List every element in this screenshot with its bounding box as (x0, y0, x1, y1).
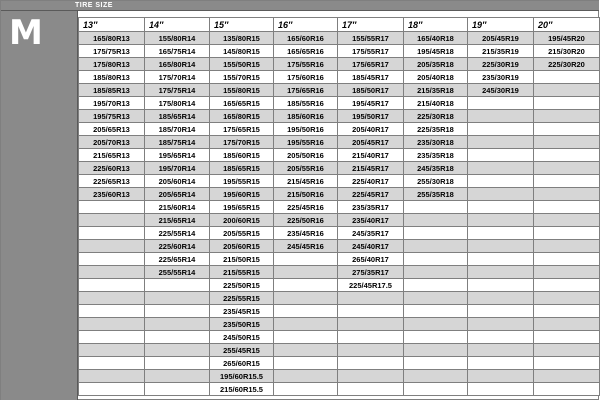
tire-size-cell: 245/30R19 (468, 84, 534, 97)
tire-size-cell (338, 331, 404, 344)
tire-size-cell (468, 123, 534, 136)
table-row (79, 123, 600, 136)
tire-size-cell (534, 344, 600, 357)
tire-size-cell: 235/30R18 (404, 136, 468, 149)
tire-size-cell: 175/55R16 (274, 58, 338, 71)
table-row (79, 136, 600, 149)
table-row (79, 97, 600, 110)
tire-size-cell (404, 240, 468, 253)
table-row (79, 162, 600, 175)
category-letter: M (9, 13, 43, 53)
tire-size-cell: 215/60R15.5 (210, 383, 274, 396)
tire-size-cell (338, 344, 404, 357)
tire-size-cell: 225/35R18 (404, 123, 468, 136)
tire-size-cell (468, 305, 534, 318)
tire-size-cell: 195/75R13 (79, 110, 145, 123)
tire-size-cell: 255/35R18 (404, 188, 468, 201)
tire-size-cell: 165/60R16 (274, 32, 338, 45)
tire-size-cell: 195/70R14 (145, 162, 210, 175)
tire-size-cell (274, 266, 338, 279)
tire-size-cell (145, 357, 210, 370)
tire-size-cell: 205/55R15 (210, 227, 274, 240)
tire-size-cell: 225/65R14 (145, 253, 210, 266)
tire-size-cell (145, 292, 210, 305)
tire-size-cell (468, 370, 534, 383)
tire-size-cell: 225/40R17 (338, 175, 404, 188)
tire-size-cell: 225/30R20 (534, 58, 600, 71)
tire-size-cell: 195/45R18 (404, 45, 468, 58)
tire-size-header-bar (1, 1, 599, 11)
tire-size-cell: 215/30R20 (534, 45, 600, 58)
tire-size-cell: 215/50R15 (210, 253, 274, 266)
tire-size-cell: 225/30R18 (404, 110, 468, 123)
tire-size-label: TIRE SIZE (75, 2, 113, 9)
tire-size-cell: 205/40R18 (404, 71, 468, 84)
tire-size-cell: 175/65R15 (210, 123, 274, 136)
tire-size-cell (79, 370, 145, 383)
tire-size-cell (274, 292, 338, 305)
tire-size-cell (404, 253, 468, 266)
table-row (79, 279, 600, 292)
tire-size-cell (338, 292, 404, 305)
tire-size-cell: 215/60R14 (145, 201, 210, 214)
tire-size-cell: 155/50R15 (210, 58, 274, 71)
tire-size-cell (534, 331, 600, 344)
tire-size-cell: 215/45R17 (338, 162, 404, 175)
tire-size-cell: 195/55R15 (210, 175, 274, 188)
tire-size-cell: 225/50R16 (274, 214, 338, 227)
tire-size-cell (534, 227, 600, 240)
tire-size-cell (404, 292, 468, 305)
tire-size-cell (534, 201, 600, 214)
tire-size-cell: 205/40R17 (338, 123, 404, 136)
tire-size-cell: 145/80R15 (210, 45, 274, 58)
tire-size-cell: 195/65R14 (145, 149, 210, 162)
tire-size-cell (468, 331, 534, 344)
tire-size-cell: 235/30R19 (468, 71, 534, 84)
tire-size-cell (404, 331, 468, 344)
tire-size-cell: 275/35R17 (338, 266, 404, 279)
tire-size-cell: 195/70R13 (79, 97, 145, 110)
tire-size-cell (534, 370, 600, 383)
tire-size-cell: 185/85R13 (79, 84, 145, 97)
rim-size-header: 16″ (274, 18, 338, 32)
tire-size-cell (468, 383, 534, 396)
table-row (79, 32, 600, 45)
tire-size-cell (79, 266, 145, 279)
tire-size-cell: 185/65R14 (145, 110, 210, 123)
tire-size-cell (338, 318, 404, 331)
tire-size-cell: 225/45R17.5 (338, 279, 404, 292)
tire-size-cell: 155/55R17 (338, 32, 404, 45)
tire-size-cell (79, 318, 145, 331)
tire-size-cell: 205/65R14 (145, 188, 210, 201)
tire-size-cell (534, 123, 600, 136)
tire-size-cell (534, 383, 600, 396)
tire-size-cell (79, 214, 145, 227)
tire-size-cell (468, 266, 534, 279)
tire-size-cell (468, 162, 534, 175)
tire-size-cell (338, 305, 404, 318)
tire-size-cell (338, 370, 404, 383)
table-row (79, 370, 600, 383)
tire-size-cell (79, 292, 145, 305)
tire-size-cell (534, 84, 600, 97)
tire-size-cell (404, 305, 468, 318)
rim-size-header: 17″ (338, 18, 404, 32)
tire-size-cell (404, 227, 468, 240)
tire-size-cell (79, 383, 145, 396)
tire-size-cell (534, 71, 600, 84)
tire-size-cell (404, 344, 468, 357)
tire-size-cell: 245/35R17 (338, 227, 404, 240)
tire-size-cell (534, 253, 600, 266)
table-row (79, 305, 600, 318)
tire-size-cell: 185/60R16 (274, 110, 338, 123)
tire-size-cell (79, 240, 145, 253)
tire-size-cell: 215/50R16 (274, 188, 338, 201)
tire-size-cell: 245/45R16 (274, 240, 338, 253)
tire-size-cell: 165/75R14 (145, 45, 210, 58)
tire-size-cell (534, 162, 600, 175)
table-row (79, 344, 600, 357)
tire-size-cell: 175/80R14 (145, 97, 210, 110)
tire-size-cell: 205/45R17 (338, 136, 404, 149)
tire-size-cell (274, 279, 338, 292)
tire-size-cell: 175/70R14 (145, 71, 210, 84)
tire-size-cell: 205/50R16 (274, 149, 338, 162)
tire-size-cell: 225/55R14 (145, 227, 210, 240)
table-row (79, 58, 600, 71)
tire-size-cell: 255/55R14 (145, 266, 210, 279)
tire-size-cell (468, 149, 534, 162)
tire-size-cell: 155/80R14 (145, 32, 210, 45)
tire-size-cell (468, 110, 534, 123)
tire-size-cell (145, 370, 210, 383)
tire-size-cell (468, 292, 534, 305)
table-row (79, 84, 600, 97)
tire-size-cell: 255/30R18 (404, 175, 468, 188)
tire-size-table (78, 17, 600, 396)
tire-size-cell: 235/50R15 (210, 318, 274, 331)
table-row (79, 175, 600, 188)
tire-size-cell (404, 318, 468, 331)
tire-size-cell: 185/65R15 (210, 162, 274, 175)
tire-size-cell: 215/65R13 (79, 149, 145, 162)
tire-size-cell: 175/70R15 (210, 136, 274, 149)
tire-size-cell: 165/65R16 (274, 45, 338, 58)
tire-size-cell: 195/60R15 (210, 188, 274, 201)
tire-size-cell (468, 214, 534, 227)
tire-size-cell: 265/60R15 (210, 357, 274, 370)
rim-size-header: 14″ (145, 18, 210, 32)
tire-size-cell: 215/35R18 (404, 84, 468, 97)
tire-size-cell (468, 188, 534, 201)
tire-size-cell (534, 305, 600, 318)
tire-size-cell: 175/60R16 (274, 71, 338, 84)
tire-size-cell: 185/55R16 (274, 97, 338, 110)
tire-size-cell: 165/80R15 (210, 110, 274, 123)
tire-size-cell (274, 318, 338, 331)
tire-size-cell: 205/60R14 (145, 175, 210, 188)
rim-size-header: 15″ (210, 18, 274, 32)
tire-size-cell: 235/35R17 (338, 201, 404, 214)
tire-size-cell: 225/65R13 (79, 175, 145, 188)
tire-size-cell (534, 149, 600, 162)
tire-size-cell: 195/65R15 (210, 201, 274, 214)
table-row (79, 253, 600, 266)
tire-size-cell (468, 318, 534, 331)
tire-size-cell: 225/50R15 (210, 279, 274, 292)
tire-size-cell: 225/60R13 (79, 162, 145, 175)
tire-size-cell (468, 357, 534, 370)
tire-size-cell: 255/45R15 (210, 344, 274, 357)
tire-size-cell (145, 331, 210, 344)
table-row (79, 188, 600, 201)
tire-size-cell: 245/35R18 (404, 162, 468, 175)
tire-size-cell (534, 175, 600, 188)
tire-size-cell (534, 292, 600, 305)
tire-size-cell: 215/40R18 (404, 97, 468, 110)
table-row (79, 149, 600, 162)
tire-size-cell (274, 383, 338, 396)
tire-size-cell: 200/60R15 (210, 214, 274, 227)
tire-size-cell: 155/70R15 (210, 71, 274, 84)
tire-size-cell (534, 357, 600, 370)
tire-size-cell: 205/65R13 (79, 123, 145, 136)
tire-size-cell: 215/45R16 (274, 175, 338, 188)
table-row (79, 357, 600, 370)
tire-size-cell: 215/55R15 (210, 266, 274, 279)
table-row (79, 110, 600, 123)
tire-size-cell (274, 357, 338, 370)
tire-size-cell: 225/60R14 (145, 240, 210, 253)
category-letter-column (1, 11, 78, 400)
tire-size-cell (145, 305, 210, 318)
tire-size-cell: 205/60R15 (210, 240, 274, 253)
tire-size-cell (145, 318, 210, 331)
tire-size-cell: 235/45R15 (210, 305, 274, 318)
tire-size-cell (534, 110, 600, 123)
table-row (79, 214, 600, 227)
tire-size-cell (145, 279, 210, 292)
tire-size-cell (468, 175, 534, 188)
tire-size-cell (404, 266, 468, 279)
table-row (79, 318, 600, 331)
tire-size-rows (79, 32, 600, 396)
table-row (79, 383, 600, 396)
tire-size-cell (79, 201, 145, 214)
tire-size-cell: 205/70R13 (79, 136, 145, 149)
tire-size-cell: 195/60R15.5 (210, 370, 274, 383)
tire-size-cell (79, 357, 145, 370)
tire-size-cell: 175/75R14 (145, 84, 210, 97)
tire-size-cell: 205/45R19 (468, 32, 534, 45)
tire-size-cell: 235/45R16 (274, 227, 338, 240)
tire-size-cell: 175/55R17 (338, 45, 404, 58)
tire-size-cell (468, 136, 534, 149)
table-row (79, 331, 600, 344)
table-row (79, 240, 600, 253)
rim-size-header: 18″ (404, 18, 468, 32)
tire-size-cell (534, 136, 600, 149)
tire-size-cell (274, 253, 338, 266)
tire-size-cell (79, 279, 145, 292)
tire-size-cell (468, 253, 534, 266)
tire-size-cell: 195/45R17 (338, 97, 404, 110)
tire-size-cell (534, 188, 600, 201)
tire-size-cell (338, 357, 404, 370)
tire-size-cell (404, 201, 468, 214)
tire-size-cell (534, 240, 600, 253)
tire-size-cell (534, 214, 600, 227)
tire-size-cell: 185/60R15 (210, 149, 274, 162)
tire-size-cell (274, 344, 338, 357)
tire-size-cell (534, 97, 600, 110)
tire-size-cell: 225/55R15 (210, 292, 274, 305)
tire-size-cell (534, 318, 600, 331)
tire-size-cell (404, 279, 468, 292)
tire-size-cell (145, 383, 210, 396)
tire-size-cell (79, 344, 145, 357)
tire-size-cell: 245/50R15 (210, 331, 274, 344)
tire-size-cell: 215/40R17 (338, 149, 404, 162)
tire-size-cell: 205/35R18 (404, 58, 468, 71)
tire-size-cell (404, 370, 468, 383)
tire-size-cell (274, 370, 338, 383)
tire-size-cell: 195/55R16 (274, 136, 338, 149)
table-row (79, 71, 600, 84)
table-row (79, 201, 600, 214)
tire-size-cell: 225/45R16 (274, 201, 338, 214)
tire-size-cell (468, 240, 534, 253)
tire-size-cell: 185/45R17 (338, 71, 404, 84)
tire-size-cell: 185/70R14 (145, 123, 210, 136)
tire-size-cell (79, 305, 145, 318)
tire-size-cell: 135/80R15 (210, 32, 274, 45)
tire-size-cell: 165/40R18 (404, 32, 468, 45)
tire-size-cell (79, 227, 145, 240)
tire-size-cell (468, 344, 534, 357)
tire-size-cell: 165/65R15 (210, 97, 274, 110)
rim-size-header: 13″ (79, 18, 145, 32)
tire-size-cell (404, 357, 468, 370)
tire-size-cell: 155/80R15 (210, 84, 274, 97)
tire-size-cell: 165/80R13 (79, 32, 145, 45)
tire-size-cell: 225/30R19 (468, 58, 534, 71)
tire-size-cell: 235/35R18 (404, 149, 468, 162)
rim-diameter-header-row (79, 18, 600, 32)
tire-size-cell: 185/75R14 (145, 136, 210, 149)
tire-size-cell: 175/65R17 (338, 58, 404, 71)
tire-size-cell (534, 266, 600, 279)
table-row (79, 45, 600, 58)
rim-size-header: 19″ (468, 18, 534, 32)
tire-size-cell: 205/55R16 (274, 162, 338, 175)
tire-size-cell: 195/50R16 (274, 123, 338, 136)
tire-size-cell: 215/35R19 (468, 45, 534, 58)
tire-size-cell (468, 227, 534, 240)
tire-size-cell (468, 97, 534, 110)
tire-size-cell (404, 383, 468, 396)
tire-size-cell: 165/80R14 (145, 58, 210, 71)
table-row (79, 266, 600, 279)
tire-size-cell (274, 331, 338, 344)
tire-size-cell (534, 279, 600, 292)
tire-size-cell: 215/65R14 (145, 214, 210, 227)
tire-size-cell (79, 253, 145, 266)
tire-size-cell: 195/45R20 (534, 32, 600, 45)
tire-size-cell (145, 344, 210, 357)
tire-size-cell: 175/75R13 (79, 45, 145, 58)
tire-size-cell: 245/40R17 (338, 240, 404, 253)
tire-size-cell: 235/60R13 (79, 188, 145, 201)
table-row (79, 292, 600, 305)
tire-size-cell: 175/65R16 (274, 84, 338, 97)
tire-size-cell: 225/45R17 (338, 188, 404, 201)
tire-size-cell (468, 201, 534, 214)
rim-size-header: 20″ (534, 18, 600, 32)
tire-size-cell (468, 279, 534, 292)
tire-size-cell: 235/40R17 (338, 214, 404, 227)
tire-size-cell (274, 305, 338, 318)
tire-size-cell: 195/50R17 (338, 110, 404, 123)
tire-size-cell (338, 383, 404, 396)
tire-size-cell: 265/40R17 (338, 253, 404, 266)
tire-size-cell (79, 331, 145, 344)
tire-size-cell (404, 214, 468, 227)
tire-size-cell: 185/80R13 (79, 71, 145, 84)
tire-size-cell: 185/50R17 (338, 84, 404, 97)
table-row (79, 227, 600, 240)
tire-size-cell: 175/80R13 (79, 58, 145, 71)
